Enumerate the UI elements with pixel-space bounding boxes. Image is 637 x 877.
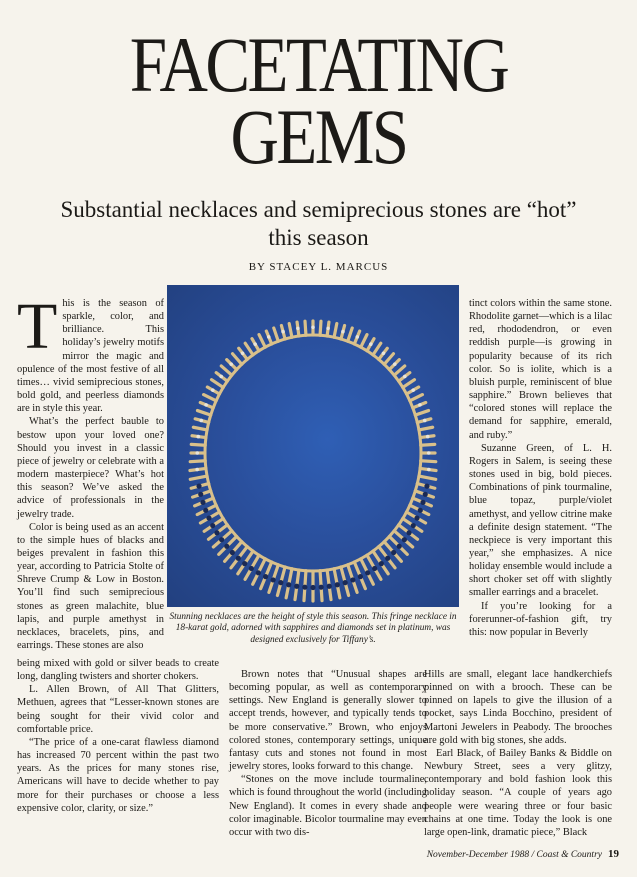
gem-stone — [256, 570, 261, 575]
gem-stone — [365, 570, 370, 575]
gem-stone — [423, 492, 428, 497]
gem-stone — [372, 566, 377, 571]
fringe-spike — [394, 366, 405, 375]
paragraph: being mixed with gold or silver beads to create long, dangling twisters and shorter chokers. — [17, 658, 219, 683]
photo-caption: Stunning necklaces are the height of style this season. This fringe necklace in 18-karat gold, adorned with sapphires and diamonds set in platinum, was designed exclusively for Tiffany’s. — [169, 612, 457, 645]
fringe-spike — [190, 476, 207, 479]
gem-stone — [242, 561, 247, 566]
gem-stone — [224, 544, 229, 549]
fringe-spike — [204, 395, 217, 401]
fringe-spike — [419, 476, 436, 479]
gem-stone — [281, 330, 285, 334]
fringe-spike — [221, 366, 232, 375]
gem-stone — [253, 342, 257, 346]
gem-stone — [311, 326, 315, 330]
column-right-top — [469, 297, 612, 639]
fringe-spike — [334, 324, 337, 338]
fringe-spike — [274, 328, 279, 341]
gem-stone — [206, 515, 211, 520]
gem-stone — [335, 582, 340, 587]
gem-stone — [210, 523, 215, 528]
gem-stone — [414, 515, 419, 520]
gem-stone — [403, 375, 407, 379]
gem-stone — [296, 327, 300, 331]
gem-stone — [391, 550, 396, 555]
fringe-spike — [348, 328, 353, 341]
paragraph: What’s the perfect bauble to bestow upon your loved one? Should you invest in a classic piece of jewelry or celebrate with a modern masterpiece? What’s hot this season? We’ve asked the advice of professionals in the jewelry trade. — [17, 416, 164, 520]
gem-stone — [203, 508, 208, 513]
fringe-spike — [361, 335, 367, 348]
gem-stone — [196, 435, 200, 439]
gem-stone — [423, 419, 427, 423]
paragraph: Brown notes that “Unusual shapes are becoming popular, as well as contemporary settings. New England is generally slower to accept trends, however, and typically tends to be more conservative.” Brown, who enjoys colored stones, contemporary settings, unique fantasy cuts and stones not found in most jewelry stores, looks forward to this change. — [229, 669, 427, 773]
gem-stone — [393, 362, 397, 366]
gem-stone — [355, 335, 359, 339]
gem-stone — [271, 577, 276, 582]
gem-stone — [230, 550, 235, 555]
gem-stone — [196, 484, 201, 489]
gem-stone — [382, 351, 386, 355]
paragraph: tinct colors within the same stone. Rhodolite garnet—which is a lilac red, rhododendron, or even reddish purple—is growing in popularity because of its rich color. So is iolite, which is a bluish purple, reminiscent of blue sapphire.” Brown believes that “colored stones will replace the demand for sapphire, emerald, and ruby.” — [469, 298, 612, 441]
gem-stone — [369, 342, 373, 346]
gem-stone — [195, 468, 199, 472]
gem-stone — [411, 523, 416, 528]
fringe-spike — [403, 380, 415, 388]
gem-stone — [200, 500, 205, 505]
gem-stone — [196, 451, 200, 455]
fringe-spike — [190, 461, 205, 462]
fringe-spike — [245, 343, 253, 355]
gem-stone — [199, 419, 203, 423]
paragraph: “The price of a one-carat flawless diamond has increased 70 percent within the past two years. As the prices for many stones rise, Americans will have to decide whether to pay more for their purchases or choose a less expensive color, clarity, or size.” — [17, 736, 219, 814]
intro-text: his is the season of sparkle, color, and brilliance. This holiday’s jewelry motifs mirror the magic and opulence of the most festive of all times… vivid semiprecious stones, bold gold, and peerless diamonds are in style this year. — [17, 298, 164, 415]
fringe-spike — [212, 380, 224, 388]
column-middle-bottom — [229, 668, 427, 839]
gem-stone — [294, 584, 299, 589]
gem-stone — [411, 388, 415, 392]
paragraph: Earl Black, of Bailey Banks & Biddle on Newbury Street, sees a very glitzy, contemporary and bold fashion look this holiday season. “A couple of years ago people were wearing three or four basic chains at one time. Today the look is one large open-link, dramatic piece,” Black — [424, 747, 612, 838]
gem-stone — [204, 403, 208, 407]
gem-stone — [198, 492, 203, 497]
fringe-spike — [197, 411, 210, 416]
fringe-necklace-image — [167, 285, 459, 607]
gem-stone — [267, 335, 271, 339]
fringe-spike — [193, 427, 207, 430]
fringe-spike — [233, 354, 242, 365]
paragraph: If you’re looking for a forerunner-of-fashion gift, try this: now popular in Beverly — [469, 600, 612, 638]
gem-stone — [350, 577, 355, 582]
gem-stone — [241, 351, 245, 355]
gem-stone — [327, 584, 332, 589]
title-line-1: FACETATING — [129, 21, 508, 108]
paragraph: L. Allen Brown, of All That Glitters, Methuen, agrees that “Lesser-known stones are being sought for their vivid color and comfortable price. — [17, 684, 219, 735]
gem-stone — [343, 580, 348, 585]
gem-stone — [278, 580, 283, 585]
gem-stone — [420, 500, 425, 505]
necklace-photo — [167, 285, 459, 607]
gem-stone — [326, 327, 330, 331]
paragraph-intro — [17, 290, 164, 415]
fringe-spike — [373, 343, 381, 355]
fringe-spike — [320, 321, 321, 335]
title-line-2: GEMS — [230, 93, 407, 180]
gem-stone — [418, 403, 422, 407]
gem-stone — [236, 556, 241, 561]
gem-stone — [402, 537, 407, 542]
gem-stone — [211, 388, 215, 392]
gem-stone — [427, 468, 431, 472]
issue-line: November-December 1988 / Coast & Country — [426, 850, 602, 860]
paragraph: “Stones on the move include tourmaline, which is found throughout the world (including New England). It comes in every shade and color imaginable. Bicolor tourmaline may even occur with two dis- — [229, 774, 427, 838]
page-number: 19 — [608, 848, 619, 860]
gem-stone — [286, 582, 291, 587]
gem-stone — [229, 362, 233, 366]
fringe-spike — [289, 324, 292, 338]
gem-stone — [302, 585, 307, 590]
gem-stone — [385, 556, 390, 561]
page-footer — [427, 848, 619, 860]
paragraph: Color is being used as an accent to the simple hues of blacks and beiges prevalent in fashion this year, according to Patricia Stolte of Shreve Crump & Low in Boston. You’ll find such semiprecious stones as green malachite, blue lapis, and purple amethyst in necklaces, bracelets, pins, and earrings. These stones are also — [17, 521, 164, 652]
gem-stone — [219, 375, 223, 379]
fringe-spike — [410, 395, 423, 401]
gem-stone — [263, 574, 268, 579]
paragraph: Suzanne Green, of L. H. Rogers in Salem, is seeing these stones used in big, bold pieces. Combinations of pink tourmaline, blue topaz, purple/violet amethyst, and yellow citrine make a definite design statement. “The neckpiece is very important this year,” she emphasizes. A nice holiday ensemble would include a short choker set off with slightly smaller earrings and a bracelet. — [469, 442, 612, 599]
column-right-bottom — [424, 668, 612, 839]
gem-stone — [319, 585, 324, 590]
gem-stone — [341, 330, 345, 334]
fringe-spike — [305, 321, 306, 335]
column-left-bottom — [17, 657, 219, 815]
byline: BY STACEY L. MARCUS — [248, 261, 389, 273]
fringe-spike — [421, 461, 436, 462]
gem-stone — [397, 544, 402, 549]
gem-stone — [219, 537, 224, 542]
gem-stone — [310, 585, 315, 590]
gem-stone — [424, 484, 429, 489]
gem-stone — [249, 566, 254, 571]
gem-stone — [358, 574, 363, 579]
gem-stone — [426, 435, 430, 439]
paragraph: Hills are small, elegant lace handkerchiefs pinned on with a brooch. These can be pinned on lapels to give the illusion of a pocket, says Linda Bocchino, president of Martoni Jewelers in Peabody. The brooches are gold with big stones, she adds. — [424, 669, 612, 746]
drop-cap: T — [17, 290, 58, 363]
gem-stone — [214, 530, 219, 535]
fringe-spike — [415, 411, 428, 416]
column-left-top — [17, 290, 164, 652]
gem-stone — [379, 561, 384, 566]
fringe-spike — [419, 427, 433, 430]
fringe-spike — [421, 444, 435, 445]
fringe-spike — [384, 354, 393, 365]
gem-stone — [418, 508, 423, 513]
fringe-spike — [191, 444, 205, 445]
fringe-spike — [259, 335, 265, 348]
subtitle: Substantial necklaces and semiprecious stones are “hot” this season — [60, 197, 577, 250]
gem-stone — [406, 530, 411, 535]
gem-stone — [427, 451, 431, 455]
